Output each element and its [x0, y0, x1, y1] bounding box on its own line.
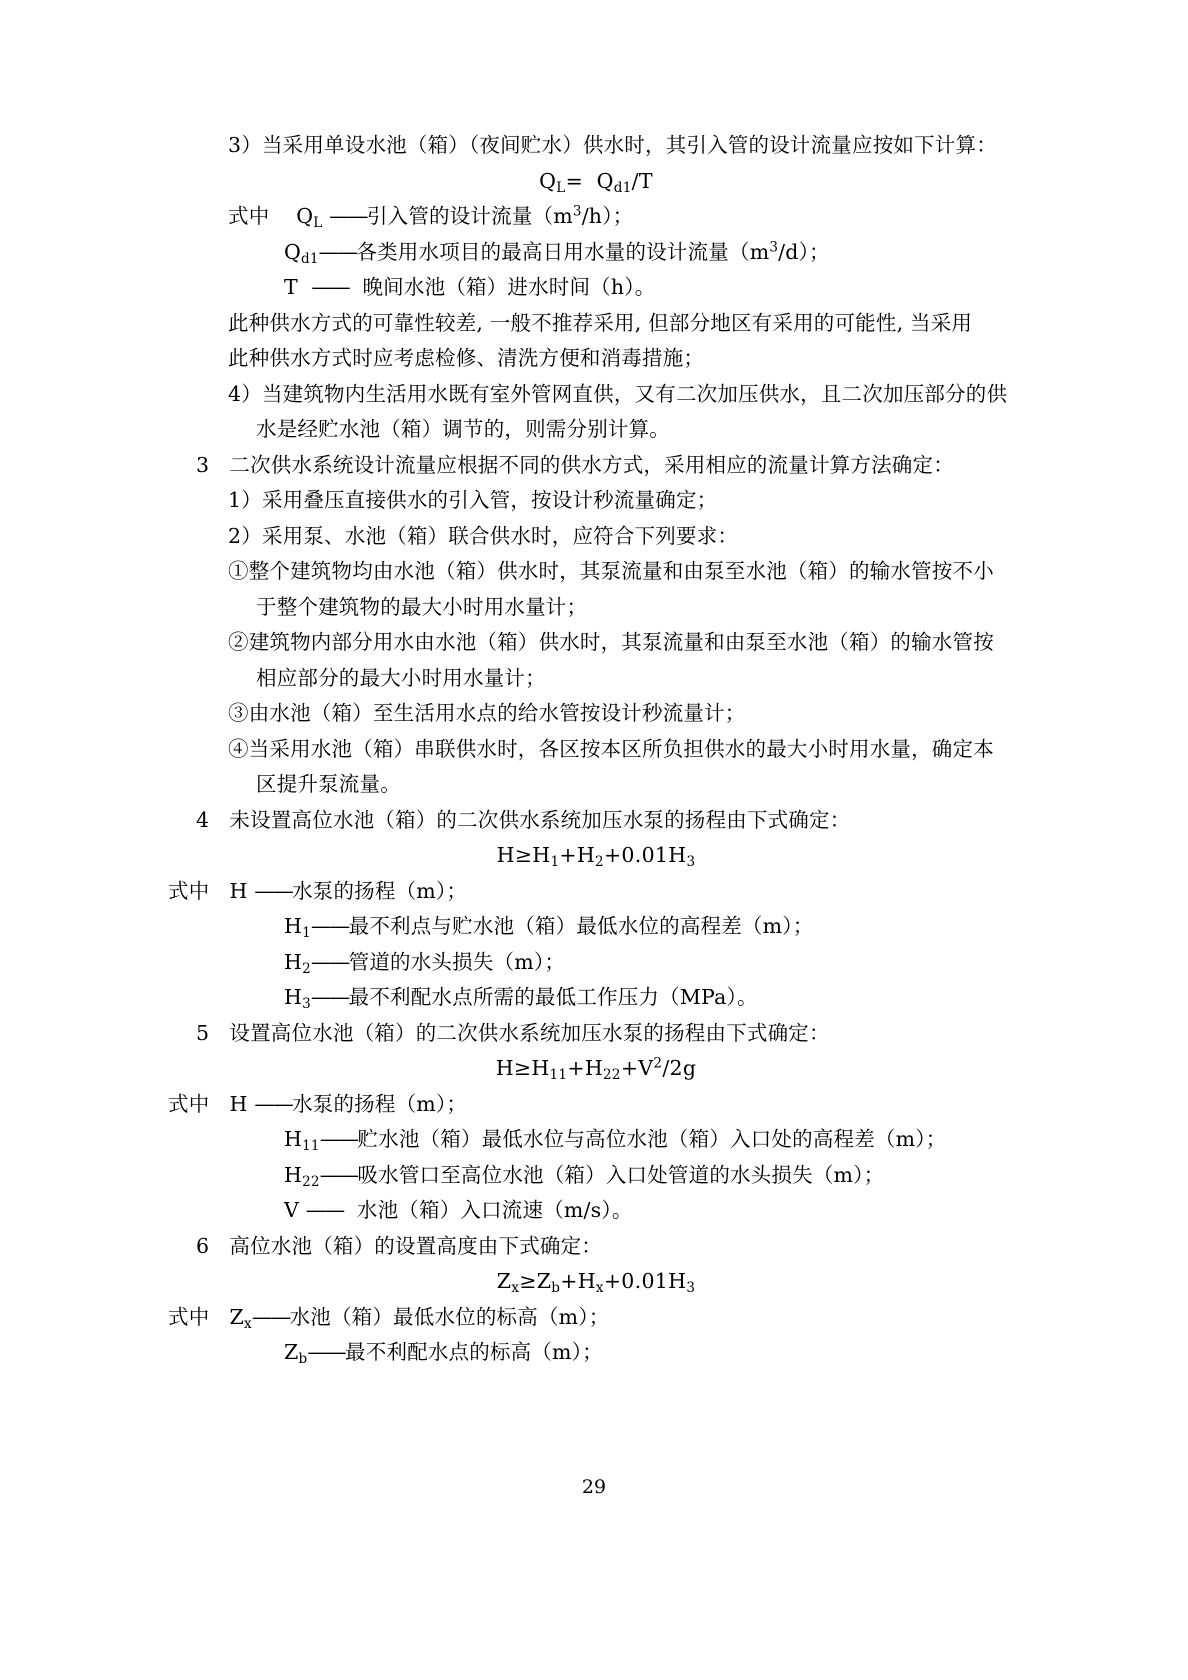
text-line: $Z_b——$最不利配水点的标高（m）；: [284, 1340, 603, 1367]
text-line: 3 二次供水系统设计流量应根据不同的供水方式，采用相应的流量计算方法确定：: [196, 452, 954, 477]
text-line: ②建筑物内部分用水由水池（箱）供水时，其泵流量和由泵至水池（箱）的输水管按: [228, 630, 994, 654]
text-line: ③由水池（箱）至生活用水点的给水管按设计秒流量计；: [228, 701, 746, 725]
text-line: 相应部分的最大小时用水量计；: [256, 665, 546, 690]
text-line: $H_{11}——$贮水池（箱）最低水位与高位水池（箱）入口处的高程差（m）；: [284, 1127, 947, 1154]
text-line: 此种供水方式的可靠性较差, 一般不推荐采用, 但部分地区有采用的可能性, 当采用: [228, 310, 973, 335]
text-line: 3）当采用单设水池（箱）（夜间贮水）供水时，其引入管的设计流量应按如下计算：: [228, 133, 997, 157]
formula-line: $Z_x\ge Z_b+H_x+0.01H_3$: [496, 1269, 696, 1296]
text-line: V —— 水池（箱）入口流速（m/s）。: [284, 1198, 633, 1222]
text-line: 区提升泵流量。: [256, 772, 401, 796]
text-line: $H_2——$管道的水头损失（m）；: [284, 949, 566, 977]
text-line: 6 高位水池（箱）的设置高度由下式确定：: [196, 1233, 602, 1258]
text-line: $H_1——$最不利点与贮水池（箱）最低水位的高程差（m）；: [284, 914, 814, 941]
formula-line: $H\ge H_{11}+H_{22}+V^2/2g$: [495, 1055, 697, 1083]
text-line: 此种供水方式时应考虑检修、清洗方便和消毒措施；: [228, 346, 705, 370]
text-line: 于整个建筑物的最大小时用水量计；: [256, 594, 588, 619]
text-line: T —— 晚间水池（箱）进水时间（h）。: [284, 275, 656, 299]
text-line: 2）采用泵、水池（箱）联合供水时，应符合下列要求：: [228, 523, 739, 548]
text-line: $H_3——$最不利配水点所需的最低工作压力（MPa）。: [284, 985, 758, 1012]
text-line: 式中 H ——水泵的扬程（m）；: [168, 878, 468, 903]
text-line: 式中 $Q_L$ ——引入管的设计流量$(m^3/h)$；: [228, 203, 634, 231]
text-line: 4 未设置高位水池（箱）的二次供水系统加压水泵的扬程由下式确定：: [196, 807, 851, 832]
formula-line: $H\ge H_1+H_2+0.01H_3$: [496, 843, 696, 870]
formula-line: $Q_L= Q_{d1}/T$: [539, 168, 653, 196]
text-line: ①整个建筑物均由水池（箱）供水时，其泵流量和由泵至水池（箱）的输水管按不小: [228, 559, 994, 583]
text-line: 水是经贮水池（箱）调节的，则需分别计算。: [256, 417, 670, 441]
text-line: 式中 H ——水泵的扬程（m）；: [168, 1091, 468, 1116]
page-number: 29: [581, 1476, 607, 1498]
document-body: [168, 128, 1024, 1371]
text-line: 1）采用叠压直接供水的引入管，按设计秒流量确定；: [228, 488, 718, 512]
text-line: ④当采用水池（箱）串联供水时，各区按本区所负担供水的最大小时用水量，确定本: [228, 736, 994, 761]
text-line: $H_{22}——$吸水管口至高位水池（箱）入口处管道的水头损失（m）；: [284, 1162, 885, 1190]
text-line: $Q_{d1}——$各类用水项目的最高日用水量的设计流量$(m^3/d)$；: [284, 239, 830, 267]
text-line: 式中 $Z_x——$水池（箱）最低水位的标高（m）；: [168, 1304, 610, 1332]
text-line: 4）当建筑物内生活用水既有室外管网直供，又有二次加压供水，且二次加压部分的供: [228, 381, 1008, 406]
text-line: 5 设置高位水池（箱）的二次供水系统加压水泵的扬程由下式确定：: [196, 1020, 830, 1045]
